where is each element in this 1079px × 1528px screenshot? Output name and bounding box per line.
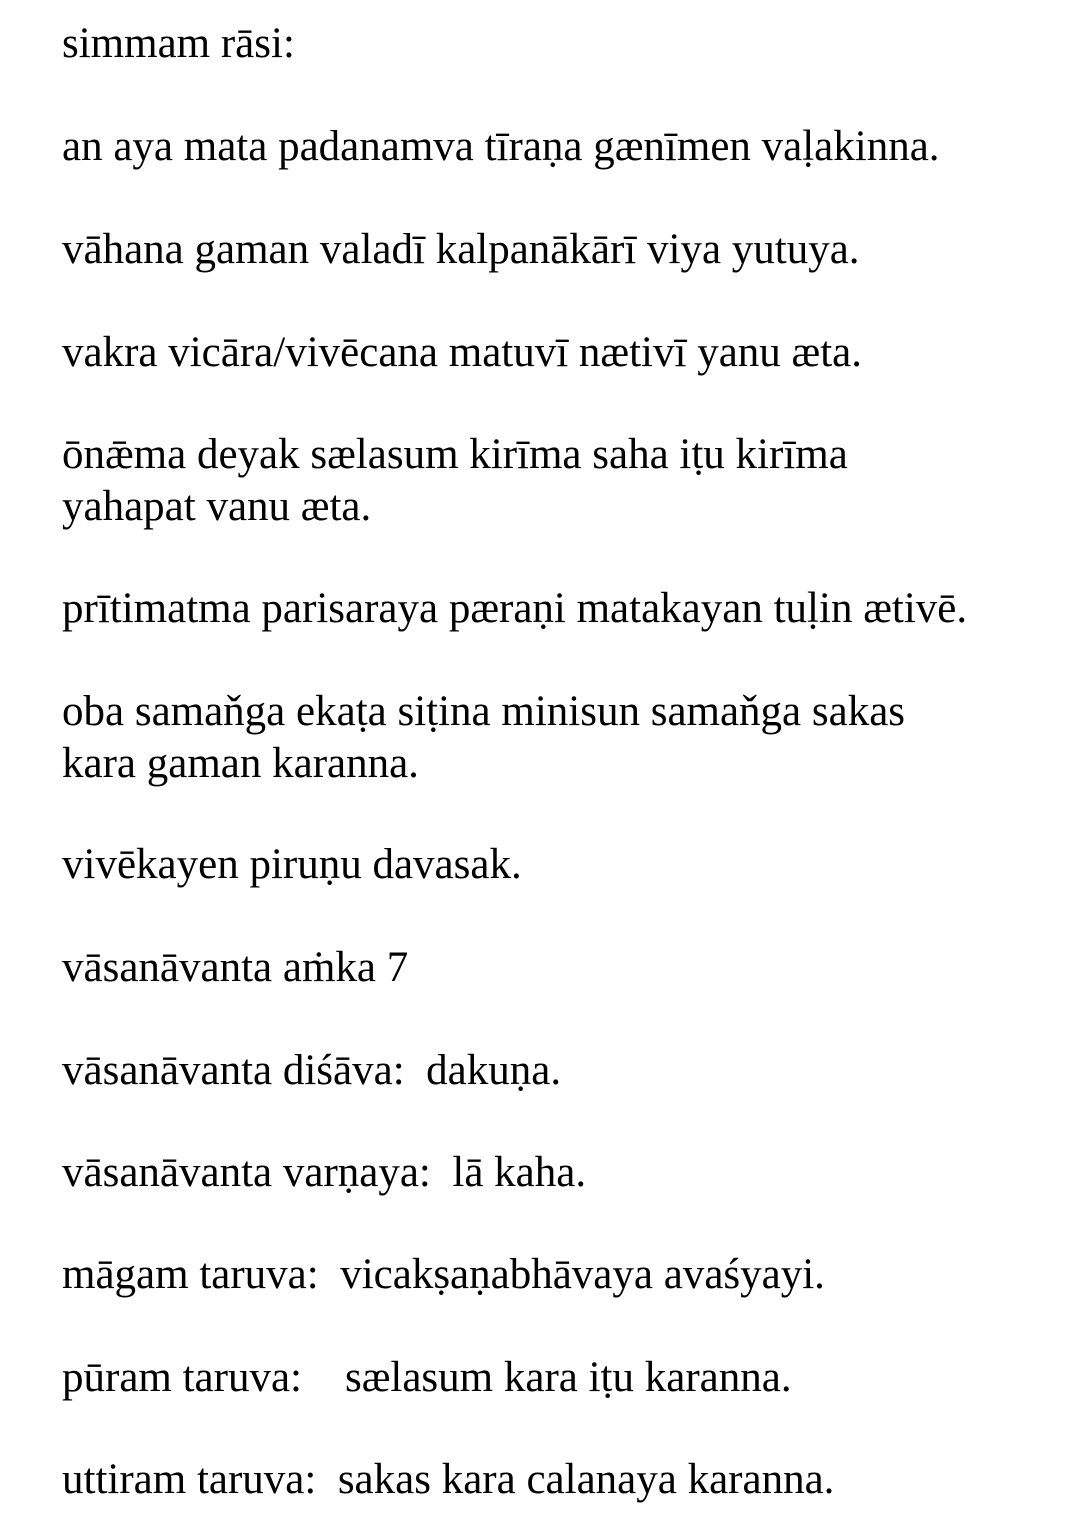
text-line-7: vivēkayen piruṇu davasak. (62, 841, 522, 888)
text-line-5: prītimatma parisaraya pæraṇi matakayan tuḷin ætivē. (62, 585, 968, 632)
text-line-4: ōnǣma deyak sælasum kirīma saha iṭu kirīma yahapat vanu æta. (62, 431, 848, 530)
lucky-number: vāsanāvanta aṁka 7 (62, 944, 409, 991)
puram-star: pūram taruva: sælasum kara iṭu karanna. (62, 1354, 792, 1401)
magam-star: māgam taruva: vicakṣaṇabhāvaya avaśyayi. (62, 1251, 825, 1298)
text-line-3: vakra vicāra/vivēcana matuvī nætivī yanu æta. (62, 329, 862, 376)
lucky-direction: vāsanāvanta diśāva: dakuṇa. (62, 1047, 562, 1094)
lucky-color: vāsanāvanta varṇaya: lā kaha. (62, 1149, 587, 1196)
text-line-1: an aya mata padanamva tīraṇa gænīmen vaḷakinna. (62, 123, 940, 170)
text-line-6: oba samaňga ekaṭa siṭina minisun samaňga sakas kara gaman karanna. (62, 688, 906, 787)
text-line-2: vāhana gaman valadī kalpanākārī viya yutuya. (62, 226, 860, 273)
heading-simmam-rasi: simmam rāsi: (62, 20, 295, 67)
uttiram-star: uttiram taruva: sakas kara calanaya karanna. (62, 1456, 835, 1503)
